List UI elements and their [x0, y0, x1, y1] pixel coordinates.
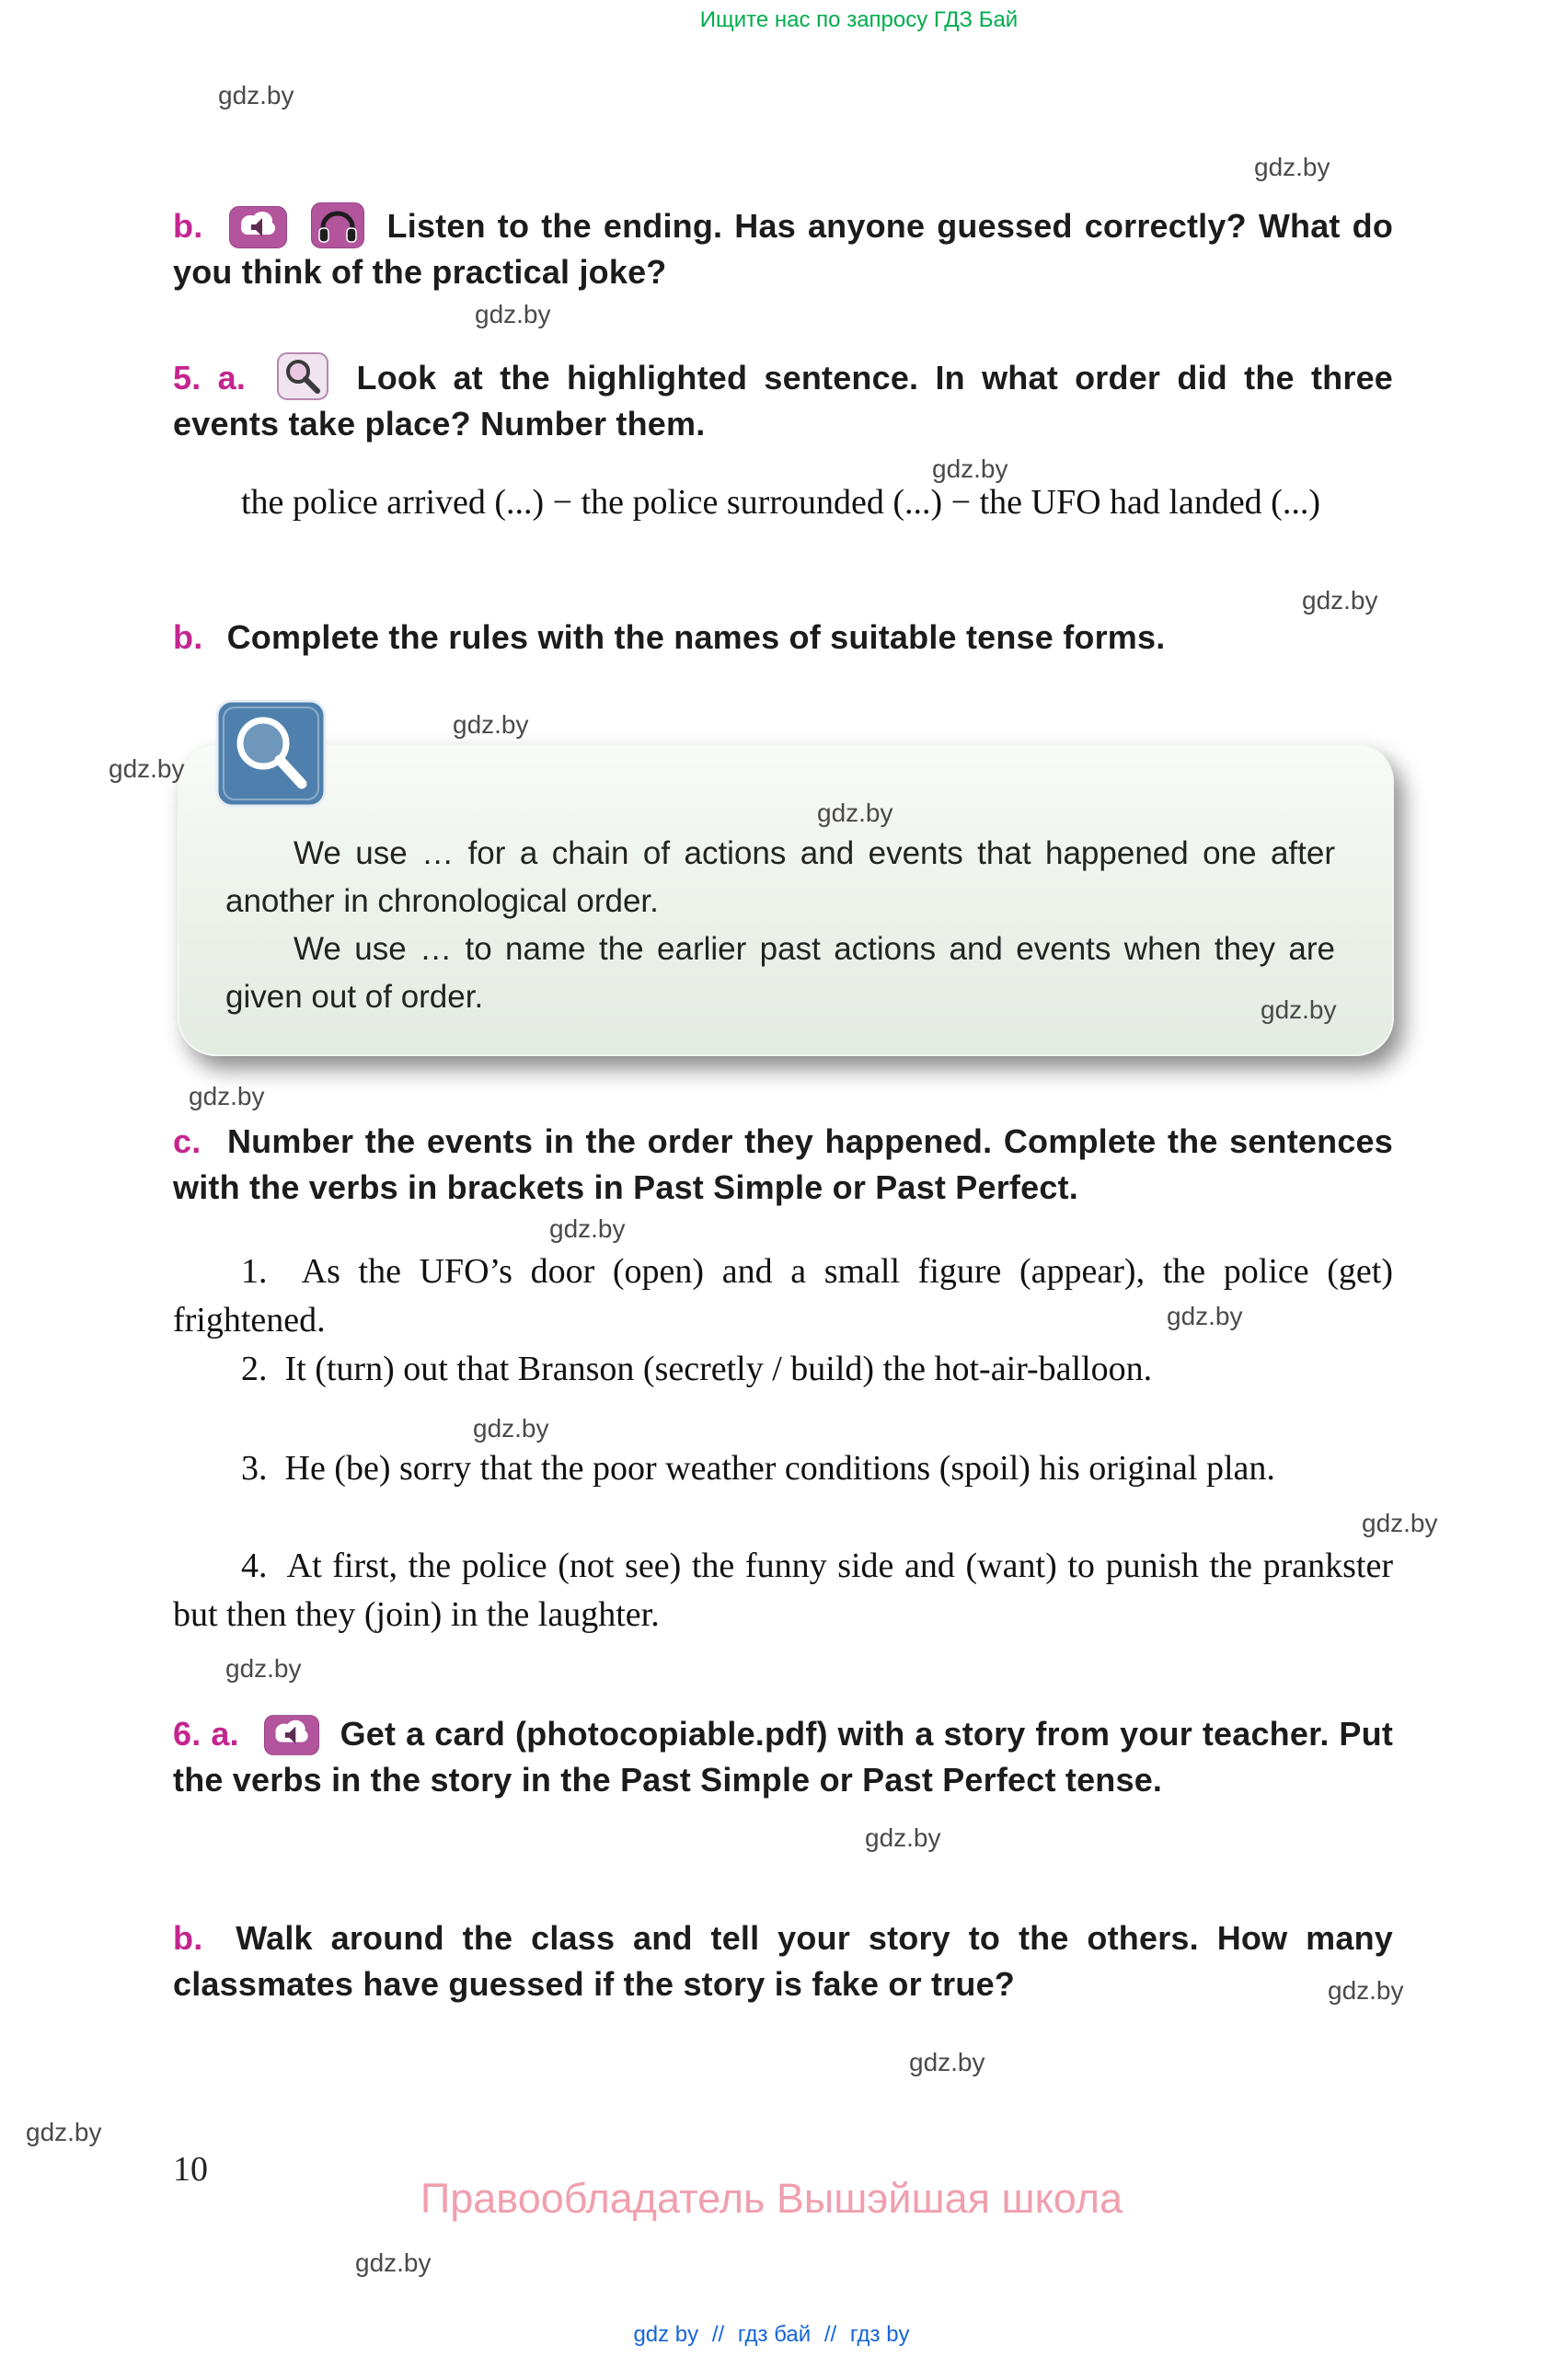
exercise-c-number — [173, 1119, 1393, 1211]
magnifier-icon-large — [215, 699, 327, 812]
watermark: gdz.by — [1362, 1509, 1438, 1537]
exercise-text: Look at the highlighted sentence. In what order did the three events take place? Number them. — [173, 359, 1394, 443]
sentence-3: 3. He (be) sorry that the poor weather conditions (spoil) his original plan. — [241, 1449, 1275, 1488]
exercise-b-rules — [173, 615, 1393, 661]
exercise-number: 6. a. — [173, 1715, 239, 1753]
watermark: gdz.by — [225, 1654, 302, 1683]
watermark: gdz.by — [475, 300, 551, 328]
top-banner: Ищите нас по запросу ГДЗ Бай — [699, 7, 1019, 32]
rule-2: We use … to name the earlier past actions and events when they are given out of order. — [225, 931, 1335, 1015]
footer-separator: // — [711, 2322, 725, 2347]
footer-link-gdz-bai[interactable]: гдз бай — [737, 2322, 812, 2347]
footer-link-gdz-by-2[interactable]: гдз by — [849, 2322, 910, 2347]
exercise-text: Number the events in the order they happened. Complete the sentences with the verbs in brackets in Past Simple or Past Perfect. — [173, 1122, 1393, 1206]
footer-separator: // — [823, 2322, 837, 2347]
watermark: gdz.by — [189, 1082, 265, 1110]
exercise-letter: b. — [173, 1919, 203, 1957]
watermark: gdz.by — [1254, 153, 1330, 181]
watermark: gdz.by — [1328, 1976, 1404, 2005]
watermark: gdz.by — [1302, 586, 1378, 615]
watermark: gdz.by — [218, 81, 294, 109]
events-sequence: the police arrived (...) − the police surrounded (...) − the UFO had landed (...) — [241, 483, 1320, 522]
exercise-text: Complete the rules with the names of suitable tense forms. — [226, 618, 1166, 656]
exercise-b-walk — [173, 1915, 1393, 2007]
exercise-letter: b. — [173, 618, 203, 656]
watermark: gdz.by — [549, 1214, 626, 1243]
exercise-text: Listen to the ending. Has anyone guessed correctly? What do you think of the practical joke? — [173, 207, 1394, 291]
page-number: 10 — [173, 2150, 208, 2189]
watermark: gdz.by — [473, 1414, 549, 1443]
magnifier-icon — [277, 352, 328, 400]
footer-links — [0, 2322, 1543, 2348]
exercise-number: 5. a. — [173, 359, 247, 397]
exercise-text: Get a card (photocopiable.pdf) with a story from your teacher. Put the verbs in the story in the Past Simple or Past Perfect tense. — [173, 1715, 1394, 1799]
watermark: gdz.by — [865, 1823, 941, 1852]
watermark: gdz.by — [355, 2248, 432, 2277]
audio-cloud-icon — [264, 1714, 319, 1756]
exercise-text: Walk around the class and tell your story to the others. How many classmates have guessed if the story is fake or true? — [173, 1919, 1393, 2003]
sentence-1: 1. As the UFO’s door (open) and a small figure (appear), the police (get) frightened. — [173, 1252, 1393, 1339]
rule-1: We use … for a chain of actions and events that happened one after another in chronological order. — [225, 835, 1335, 919]
exercise-5a-look — [173, 352, 1393, 447]
watermark: gdz.by — [109, 754, 185, 783]
watermark: gdz.by — [909, 2048, 985, 2076]
exercise-letter: c. — [173, 1122, 202, 1160]
headphones-icon — [311, 202, 364, 248]
exercise-6a-card — [173, 1711, 1393, 1803]
watermark: gdz.by — [817, 799, 893, 827]
audio-cloud-icon — [229, 206, 287, 248]
watermark: gdz.by — [453, 710, 529, 739]
sentence-4: 4. At first, the police (not see) the funny side and (want) to punish the prankster but then they (join) in the laughter. — [173, 1546, 1393, 1634]
watermark: gdz.by — [1167, 1302, 1243, 1330]
watermark: gdz.by — [1261, 995, 1337, 1024]
grammar-rule-box — [178, 743, 1394, 1056]
footer-link-gdz-by[interactable]: gdz by — [633, 2322, 699, 2347]
watermark: gdz.by — [932, 454, 1008, 483]
exercise-b-listen — [173, 202, 1393, 295]
copyright-line: Правообладатель Вышэйшая школа — [420, 2175, 1123, 2222]
watermark: gdz.by — [26, 2118, 102, 2146]
sentence-2: 2. It (turn) out that Branson (secretly / build) the hot-air-balloon. — [241, 1350, 1153, 1388]
exercise-letter: b. — [173, 207, 203, 245]
